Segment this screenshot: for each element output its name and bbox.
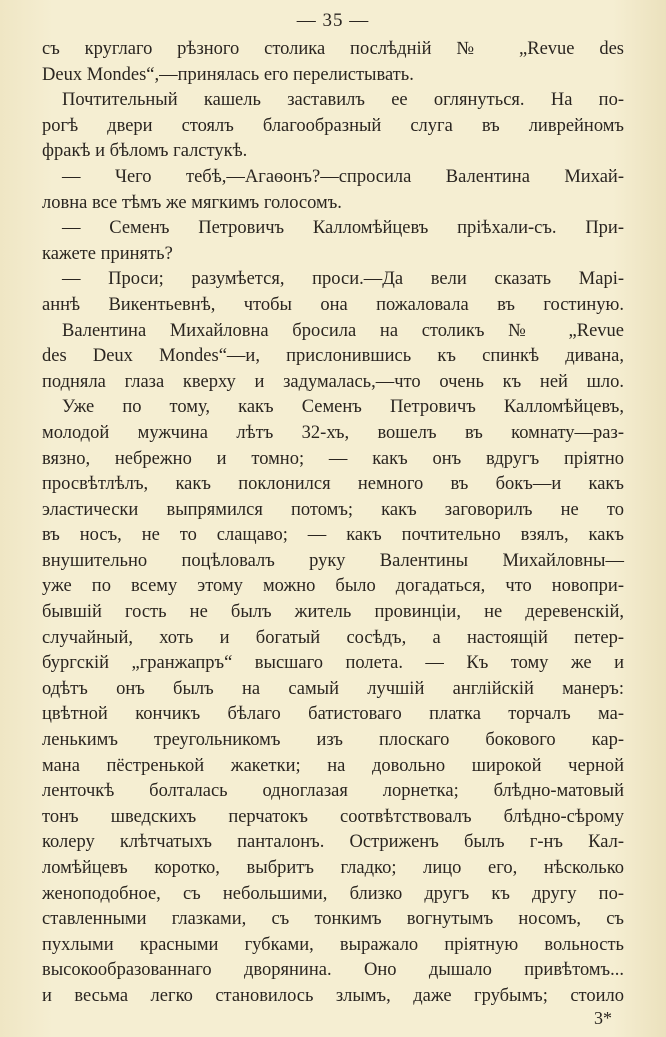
text-line: пухлыми красными губками, выражало пріятную вольность	[42, 934, 624, 955]
text-line: ленькимъ треугольникомъ изъ плоскаго бокового кар-	[42, 730, 624, 751]
text-line: просвѣтлѣлъ, какъ поклонился немного въ бокъ—и какъ	[42, 474, 624, 495]
text-line: высокообразованнаго дворянина. Оно дышало привѣтомъ...	[42, 960, 624, 981]
text-line: съ круглаго рѣзного столика послѣдній № „Revue des	[42, 39, 624, 59]
text-line: мана пёстренькой жакетки; на довольно широкой черной	[42, 755, 624, 776]
text-line: ставленными глазками, съ тонкимъ вогнутымъ носомъ, съ	[42, 909, 624, 930]
text-line: бургскій „гранжапръ“ высшаго полета. — Къ тому же и	[42, 653, 624, 674]
text-line: ломѣйцевъ коротко, выбритъ гладко; лицо его, нѣсколько	[42, 858, 624, 878]
text-line: фракѣ и бѣломъ галстукѣ.	[42, 141, 248, 162]
page-number-header: — 35 —	[296, 10, 370, 31]
text-line: Deux Mondes“,—принялась его перелистывать.	[42, 64, 414, 85]
text-line: ленточкѣ болталась одноглазая лорнетка; блѣдно-матовый	[42, 781, 624, 802]
text-line: Валентина Михайловна бросила на столикъ № „Revue	[62, 320, 624, 341]
text-line: des Deux Mondes“—и, прислонившись къ спинкѣ дивана,	[42, 346, 624, 367]
text-line: одѣтъ онъ былъ на самый лучшій англійскій манеръ:	[42, 678, 624, 699]
text-line: бывшій гость не былъ житель провинціи, не деревенскій,	[42, 602, 624, 623]
text-line: рогѣ двери стоялъ благообразный слуга въ ливрейномъ	[42, 115, 624, 136]
text-line: кажете принять?	[42, 243, 173, 264]
text-line: тонъ шведскихъ перчатокъ соотвѣтствовалъ блѣдно-сѣрому	[42, 806, 624, 827]
text-line: эластически выпрямился потомъ; какъ заговорилъ не то	[42, 499, 624, 520]
page-text	[42, 37, 624, 1010]
text-line: Почтительный кашель заставилъ ее оглянуться. На по-	[62, 90, 624, 111]
text-line: цвѣтной кончикъ бѣлаго батистоваго платка торчалъ ма-	[42, 704, 624, 725]
text-line: вязно, небрежно и томно; — какъ онъ вдругъ пріятно	[42, 448, 624, 469]
text-line: внушительно поцѣловалъ руку Валентины Михайловны—	[42, 550, 624, 571]
text-line: — Чего тебѣ,—Агаѳонъ?—спросила Валентина Михай-	[62, 166, 624, 187]
text-line: женоподобное, съ небольшими, близко другъ къ другу по-	[42, 883, 624, 904]
text-line: колеру клѣтчатыхъ панталонъ. Остриженъ былъ г-нъ Кал-	[42, 832, 624, 853]
text-line: подняла глаза кверху и задумалась,—что очень къ ней шло.	[42, 371, 624, 392]
text-line: и весьма легко становилось злымъ, даже грубымъ; стоило	[42, 985, 624, 1006]
text-line: случайный, хоть и богатый сосѣдъ, а настоящій петер-	[42, 627, 624, 648]
text-line: молодой мужчина лѣтъ 32-хъ, вошелъ въ комнату—раз-	[42, 422, 624, 443]
text-line: ловна все тѣмъ же мягкимъ голосомъ.	[42, 192, 342, 213]
text-line: аннѣ Викентьевнѣ, чтобы она пожаловала въ гостиную.	[42, 294, 624, 315]
text-line: уже по всему этому можно было догадаться, что новопри-	[42, 576, 624, 597]
signature-mark: 3*	[594, 1008, 612, 1028]
text-line: — Проси; разумѣется, проси.—Да вели сказать Марі-	[62, 269, 624, 290]
text-line: — Семенъ Петровичъ Калломѣйцевъ пріѣхали-съ. При-	[62, 218, 624, 239]
text-line: въ носъ, не то слащаво; — какъ почтительно взялъ, какъ	[42, 525, 624, 546]
text-line: Уже по тому, какъ Семенъ Петровичъ Калломѣйцевъ,	[62, 397, 624, 418]
